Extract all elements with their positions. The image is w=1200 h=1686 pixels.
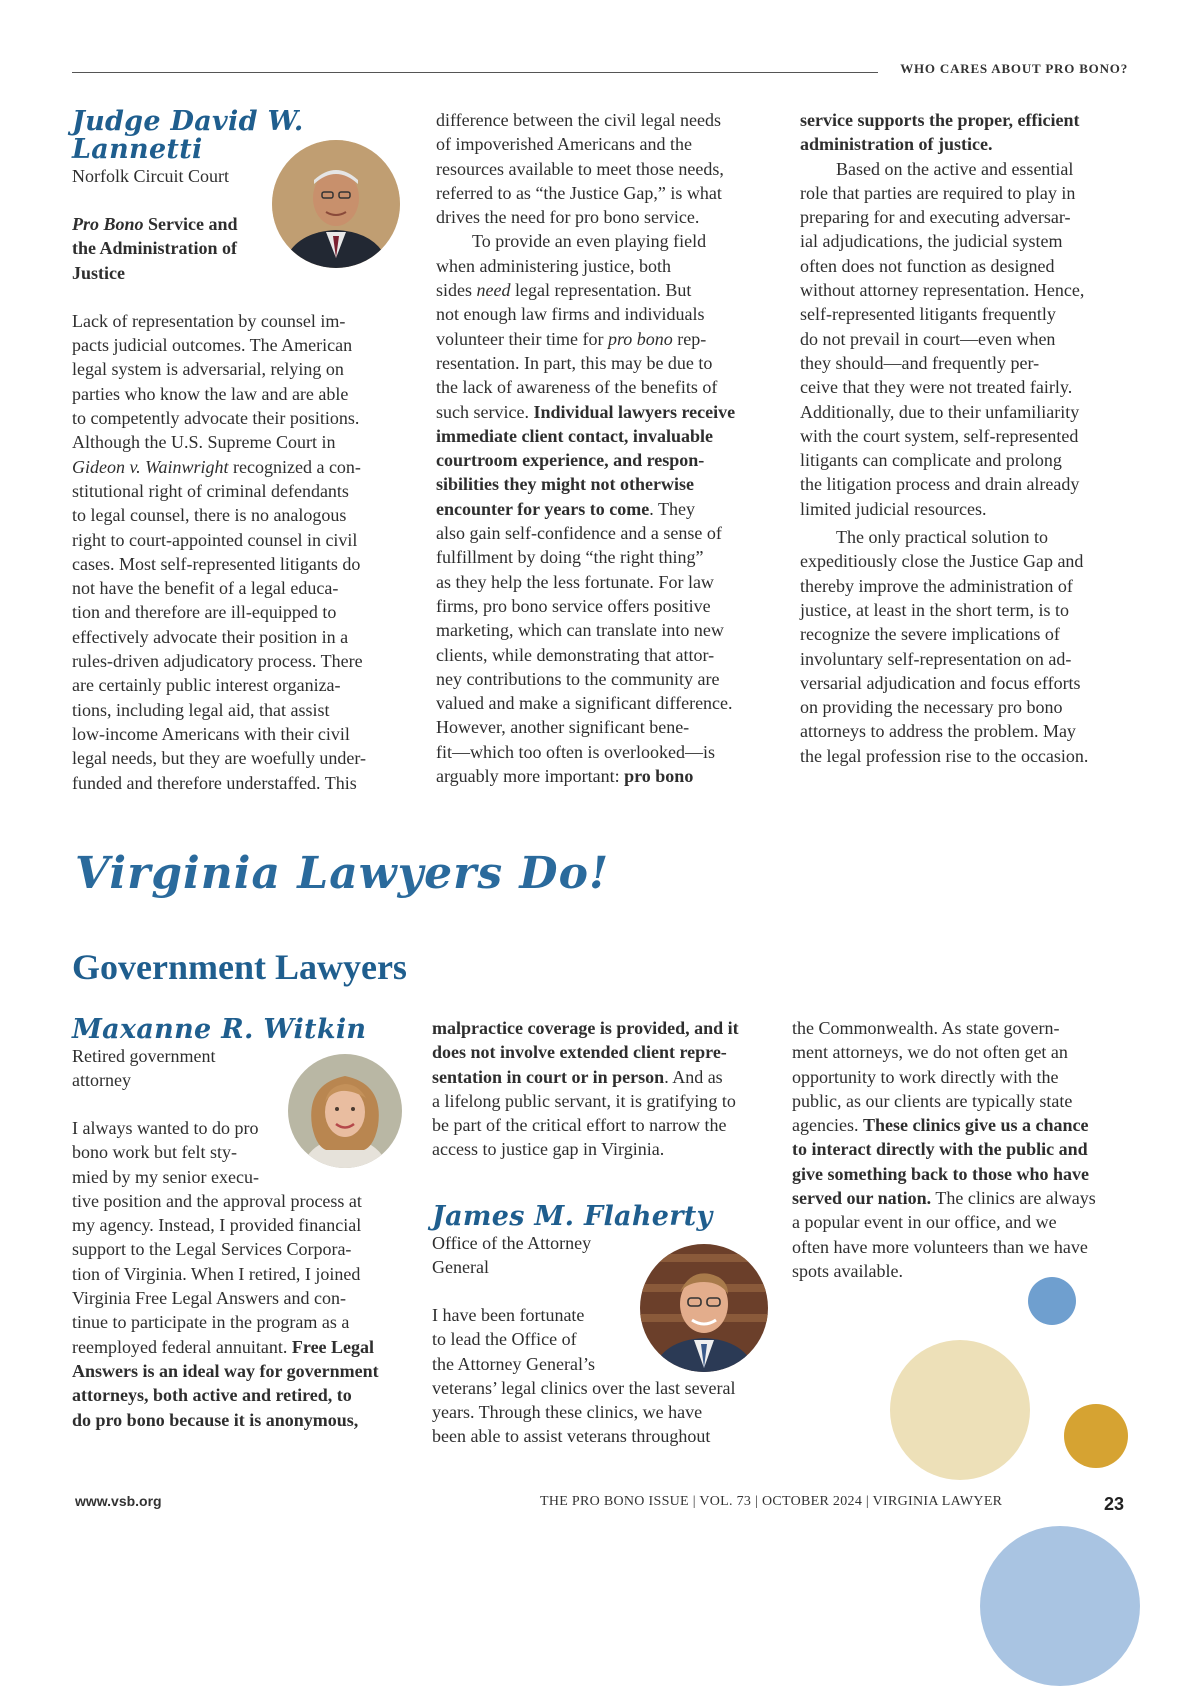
decorative-dot-lightblue <box>980 1526 1140 1686</box>
header-rule <box>72 72 878 73</box>
author-name: Judge David W. Lannetti <box>72 106 304 165</box>
section-tag: WHO CARES ABOUT PRO BONO? <box>900 61 1128 76</box>
decorative-dot-blue <box>1028 1277 1076 1325</box>
portrait-image <box>288 1054 402 1168</box>
decorative-dot-gold <box>1064 1404 1128 1468</box>
article1-col2: difference between the civil legal needs of impoverished Americans and the resources available to meet those needs, referred to as “the Justice Gap,” is what drives the need for pro bono service. To provide an even playing field when administering justice, both sides need legal representation. But not enough law firms and individuals volunteer their time for pro bono rep- resentation. In part, this may be due to the lack of awareness of the benefits of such service. Individual lawyers receive immediate client contact, invaluable courtroom experience, and respon- sibilities they might not otherwise encounter for years to come. They also gain self-confidence and a sense of fulfillment by doing “the right thing” as they help the less fortunate. For law firms, pro bono service offers positive marketing, which can translate into new clients, while demonstrating that attor- ney contributions to the community are valued and make a significant difference. However, another significant bene- fit—which too often is overlooked—is arguably more important: pro bono <box>436 110 736 787</box>
author-name: James M. Flaherty <box>432 1201 713 1232</box>
witkin-photo <box>288 1054 402 1168</box>
footer-website: www.vsb.org <box>75 1493 162 1509</box>
article3-body: I have been fortunate to lead the Office of the Attorney General’s veterans’ legal clinics over the last several years. Through these clinics, we have been able to assist veterans throughout <box>432 1305 736 1447</box>
article2-body: I always wanted to do pro bono work but felt sty- mied by my senior execu- tive position and the approval process at my agency. Instead, I provided financial support to the Legal Services Corpora- tion of Virginia. When I retired, I joined Virginia Free Legal Answers and con- tinue to participate in the program as a reemployed federal annuitant. Free Legal Answers is an ideal way for government attorneys, both active and retired, to do pro bono because it is anonymous, <box>72 1118 379 1430</box>
author-role: Retired government attorney <box>72 1046 216 1090</box>
section-heading: Government Lawyers <box>72 947 407 987</box>
footer-issue: THE PRO BONO ISSUE | VOL. 73 | OCTOBER 2024 | VIRGINIA LAWYER <box>540 1494 1003 1509</box>
author-name: Maxanne R. Witkin <box>72 1014 367 1045</box>
banner-title: Virginia Lawyers Do! <box>75 848 610 899</box>
article2-col2: malpractice coverage is provided, and it does not involve extended client repre- sentation in court or in person. And as a lifelong public servant, it is gratifying to be part of the critical effort to narrow the access to justice gap in Virginia. <box>432 1018 739 1160</box>
decorative-dot-cream <box>890 1340 1030 1480</box>
author-role: Office of the Attorney General <box>432 1233 592 1277</box>
author-role: Norfolk Circuit Court <box>72 166 229 186</box>
portrait-image <box>272 140 400 268</box>
article-subhead: Pro Bono Service and the Administration of Justice <box>72 214 238 283</box>
flaherty-photo <box>640 1244 768 1372</box>
article1-col3: service supports the proper, efficient administration of justice. Based on the active and essential role that parties are required to play in preparing for and executing adversar- ial adjudications, the judicial system often does not function as designed without attorney representation. Hence, self-represented litigants frequently do not prevail in court—even when they should—and frequently per- ceive that they were not treated fairly. Additionally, due to their unfamiliarity with the court system, self-represented litigants can complicate and prolong the litigation process and drain already limited judicial resources. The only practical solution to expeditiously close the Justice Gap and thereby improve the administration of justice, at least in the short term, is to recognize the severe implications of involuntary self-representation on ad- versarial adjudication and focus efforts on providing the necessary pro bono attorneys to address the problem. May the legal profession rise to the occasion. <box>800 110 1089 766</box>
article3-col3: the Commonwealth. As state govern- ment attorneys, we do not often get an opportunity to work directly with the public, as our clients are typically state agencies. These clinics give us a chance to interact directly with the public and give something back to those who have served our nation. The clinics are always a popular event in our office, and we often have more volunteers than we have spots available. <box>792 1018 1096 1281</box>
portrait-image <box>640 1244 768 1372</box>
page-number: 23 <box>1104 1494 1125 1514</box>
article1-body: Lack of representation by counsel im- pacts judicial outcomes. The American legal system is adversarial, relying on parties who know the law and are able to competently advocate their positions. Although the U.S. Supreme Court in Gideon v. Wainwright recognized a con- stitutional right of criminal defendants to legal counsel, there is no analogous right to court-appointed counsel in civil cases. Most self-represented litigants do not have the benefit of a legal educa- tion and therefore are ill-equipped to effectively advocate their position in a rules-driven adjudicatory process. There are certainly public interest organiza- tions, including legal aid, that assist low-income Americans with their civil legal needs, but they are woefully under- funded and therefore understaffed. This <box>72 310 367 793</box>
lannetti-photo <box>272 140 400 268</box>
